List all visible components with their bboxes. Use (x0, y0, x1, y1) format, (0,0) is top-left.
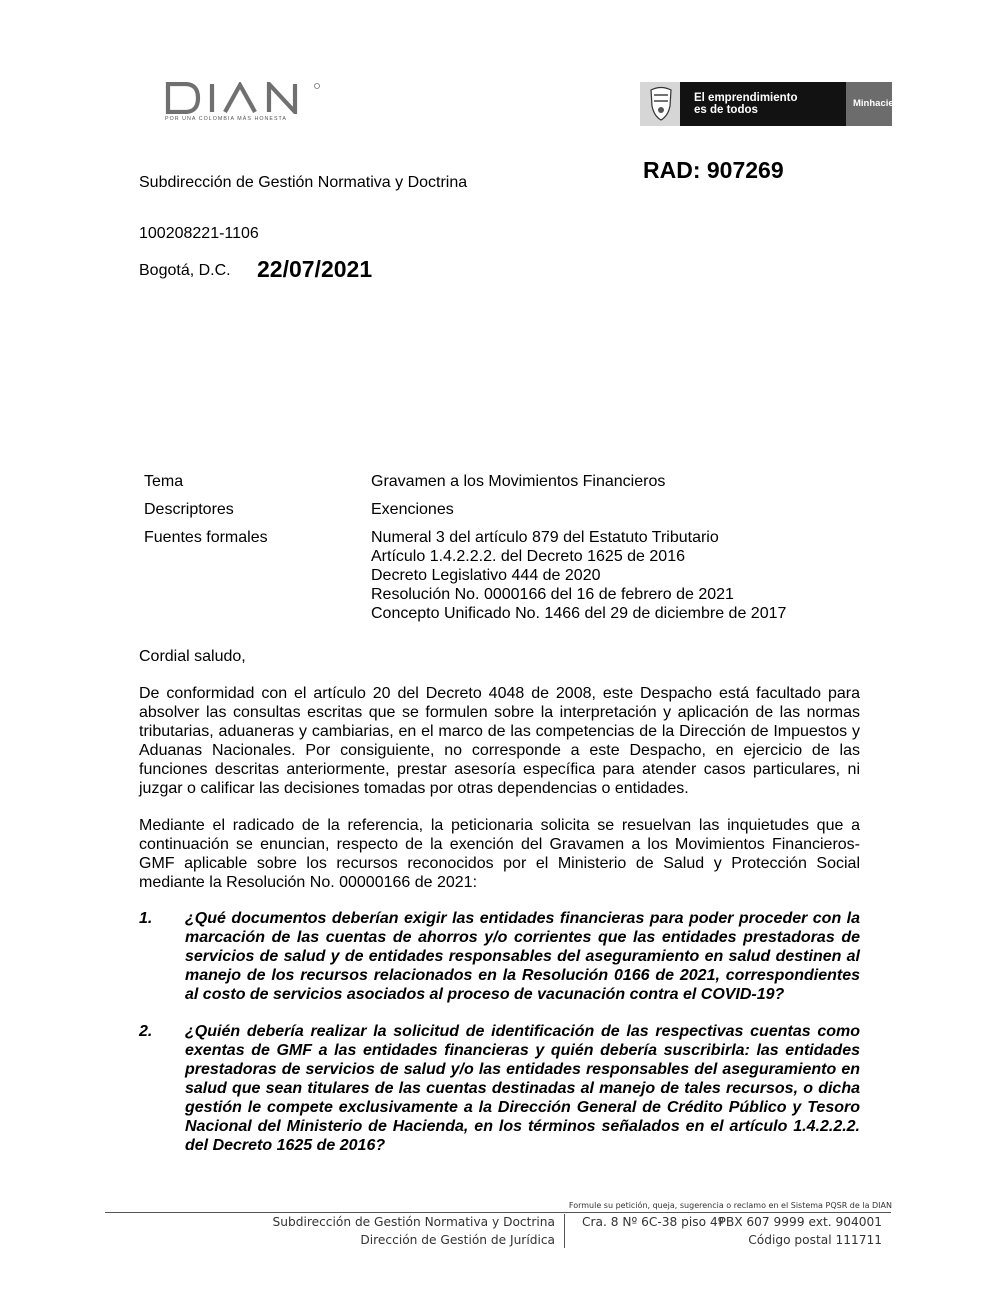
city: Bogotá, D.C. (139, 262, 231, 279)
ministry-name: Minhacienda (853, 98, 911, 109)
reference-code: 100208221-1106 (139, 225, 259, 242)
letter-date: 22/07/2021 (257, 256, 373, 282)
government-banner (640, 82, 911, 126)
fuentes-value: Numeral 3 del artículo 879 del Estatuto Tributario Artículo 1.4.2.2.2. del Decreto 1625 de 2016 Decreto Legislativo 444 de 2020 Resolución No. 0000166 del 16 de febrero de 2021 Concepto Unificado No. 1466 del 29 de diciembre de 2017 (371, 529, 787, 622)
paragraph: De conformidad con el artículo 20 del Decreto 4048 de 2008, este Despacho está facultado para absolver las consultas escritas que se formulen sobre la interpretación y aplicación de las normas tributarias, aduaneras y cambiarias, en el marco de las competencias de la Dirección de Impuestos y Aduanas Nacionales. Por consiguiente, no corresponde a este Despacho, en ejercicio de las funciones descritas anteriormente, prestar asesoría específica para atender casos particulares, ni juzgar o calificar las decisiones tomadas por otras dependencias o entidades. (139, 685, 860, 797)
paragraph: Mediante el radicado de la referencia, la peticionaria solicita se resuelvan las inquietudes que a continuación se enuncian, respecto de la exención del Gravamen a los Movimientos Financieros-GMF aplicable sobre los recursos reconocidos por el Ministerio de Salud y Protección Social mediante la Resolución No. 00000166 de 2021: (139, 817, 860, 891)
descriptores-label: Descriptores (144, 501, 234, 518)
footer-direction: Dirección de Gestión de Jurídica (360, 1233, 555, 1247)
footer-office: Subdirección de Gestión Normativa y Doctrina (272, 1215, 555, 1229)
tema-label: Tema (144, 473, 184, 490)
dian-logo (165, 82, 325, 128)
office-name: Subdirección de Gestión Normativa y Doctrina (139, 174, 468, 191)
question-number: 2. (139, 1023, 153, 1040)
footer-note: Formule su petición, queja, sugerencia o reclamo en el Sistema PQSR de la DIAN (568, 1201, 892, 1210)
dian-tagline: POR UNA COLOMBIA MÁS HONESTA (165, 116, 288, 122)
fuentes-label: Fuentes formales (144, 529, 268, 546)
coat-of-arms-icon (646, 86, 676, 122)
question-text: ¿Qué documentos deberían exigir las entidades financieras para poder proceder con la marcación de las cuentas de ahorros y/o corrientes que las entidades prestadoras de servicios de salud y de entidades responsables del aseguramiento en salud destinen al manejo de los recursos relacionados en la Resolución 0166 de 2021, correspondientes al costo de servicios asociados al proceso de vacunación contra el COVID-19? (185, 910, 860, 1003)
question-number: 1. (139, 910, 153, 927)
descriptores-value: Exenciones (371, 501, 454, 518)
gov-slogan: El emprendimiento es de todos (694, 92, 798, 116)
question-text: ¿Quién debería realizar la solicitud de identificación de las respectivas cuentas como exentas de GMF a las entidades financieras y quién debería suscribirla: las entidades prestadoras de servicios de salud y/o las entidades responsables del aseguramiento en salud que sean titulares de las cuentas destinadas al manejo de tales recursos, o dicha gestión le compete exclusivamente a la Dirección General de Crédito Público y Tesoro Nacional del Ministerio de Hacienda, en los términos señalados en el artículo 1.4.2.2.2. del Decreto 1625 de 2016? (185, 1023, 860, 1154)
greeting: Cordial saludo, (139, 648, 246, 665)
tema-value: Gravamen a los Movimientos Financieros (371, 473, 666, 490)
footer-rule (105, 1212, 891, 1213)
footer-postal-code: Código postal 111711 (748, 1233, 882, 1247)
footer-phone: PBX 607 9999 ext. 904001 (718, 1215, 882, 1229)
footer-address: Cra. 8 Nº 6C-38 piso 4º (582, 1215, 724, 1229)
slogan-panel (680, 82, 846, 126)
dian-wordmark (165, 82, 325, 114)
rad-number: RAD: 907269 (643, 157, 784, 183)
footer-divider (564, 1214, 565, 1248)
